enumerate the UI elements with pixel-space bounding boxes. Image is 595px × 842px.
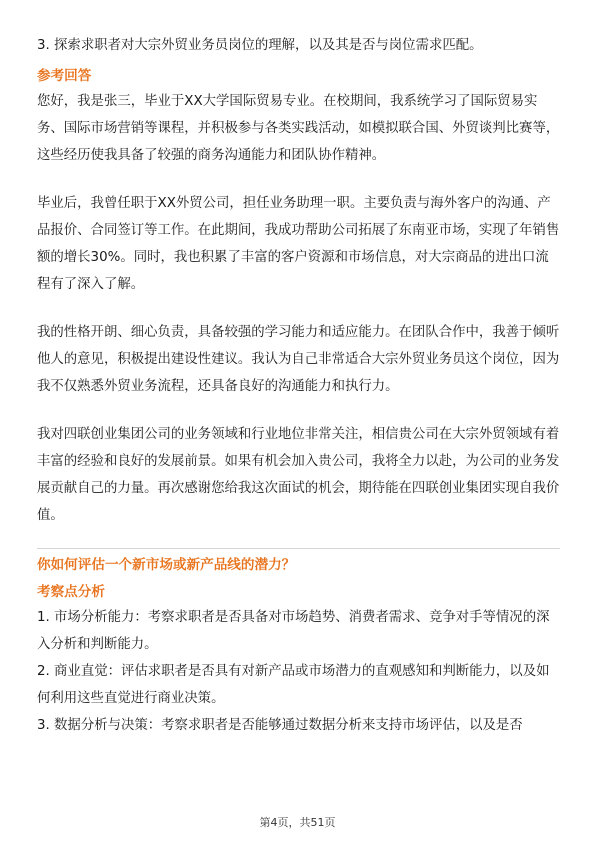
page-content — [37, 32, 560, 739]
answer-heading: 参考回答 — [37, 68, 92, 84]
evaluation-point-3: 3. 探索求职者对大宗外贸业务员岗位的理解，以及其是否与岗位需求匹配。 — [37, 38, 483, 53]
analysis-heading: 考察点分析 — [37, 584, 105, 600]
answer-paragraph-3: 我的性格开朗、细心负责，具备较强的学习能力和适应能力。在团队合作中，我善于倾听他人的意见，积极提出建设性建议。我认为自己非常适合大宗外贸业务员这个岗位，因为我不仅熟悉外贸业务流程，还具备良好的沟通能力和执行力。 — [37, 325, 560, 394]
analysis-item-2: 2. 商业直觉：评估求职者是否具有对新产品或市场潜力的直观感知和判断能力，以及如何利用这些直觉进行商业决策。 — [37, 664, 550, 706]
analysis-item-1: 1. 市场分析能力：考察求职者是否具备对市场趋势、消费者需求、竞争对手等情况的深入分析和判断能力。 — [37, 610, 550, 652]
answer-paragraph-2: 毕业后，我曾任职于XX外贸公司，担任业务助理一职。主要负责与海外客户的沟通、产品报价、合同签订等工作。在此期间，我成功帮助公司拓展了东南亚市场，实现了年销售额的增长30%。同时，我也积累了丰富的客户资源和市场信息，对大宗商品的进出口流程有了深入了解。 — [37, 196, 560, 292]
section-divider — [37, 548, 560, 549]
answer-paragraph-1: 您好，我是张三，毕业于XX大学国际贸易专业。在校期间，我系统学习了国际贸易实务、国际市场营销等课程，并积极参与各类实践活动，如模拟联合国、外贸谈判比赛等，这些经历使我具备了较强的商务沟通能力和团队协作精神。 — [37, 94, 560, 163]
question-title: 你如何评估一个新市场或新产品线的潜力？ — [37, 557, 296, 573]
page-number: 第4页，共51页 — [259, 816, 336, 829]
analysis-item-3: 3. 数据分析与决策：考察求职者是否能够通过数据分析来支持市场评估，以及是否 — [37, 718, 523, 733]
answer-paragraph-4: 我对四联创业集团公司的业务领域和行业地位非常关注，相信贵公司在大宗外贸领域有着丰富的经验和良好的发展前景。如果有机会加入贵公司，我将全力以赴，为公司的业务发展贡献自己的力量。再次感谢您给我这次面试的机会，期待能在四联创业集团实现自我价值。 — [37, 427, 560, 523]
